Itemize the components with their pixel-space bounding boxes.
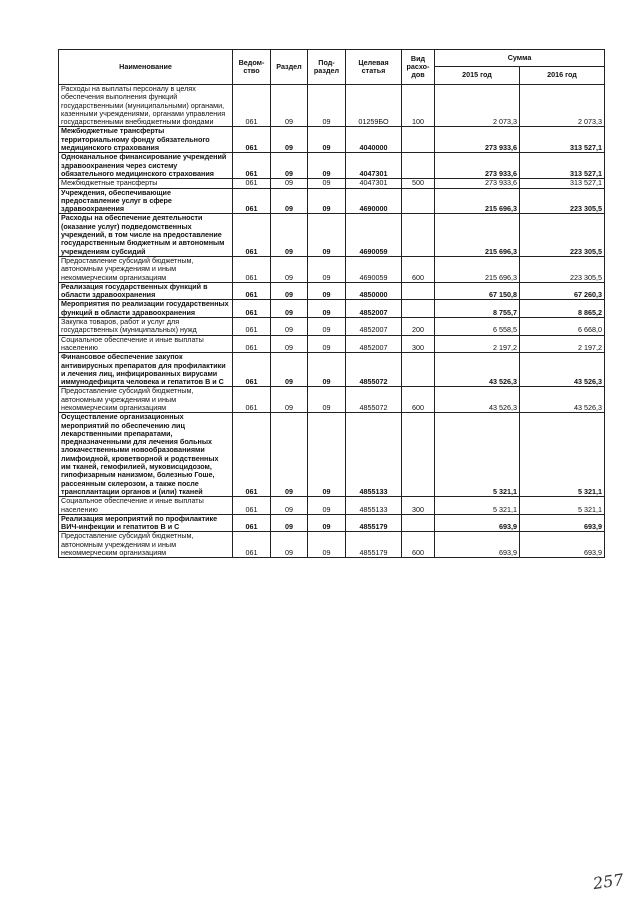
cell-ved: 061 (233, 214, 271, 256)
cell-cs: 4855133 (346, 413, 402, 497)
cell-vr (402, 514, 435, 532)
cell-podr: 09 (308, 188, 346, 214)
cell-podr: 09 (308, 497, 346, 515)
cell-podr: 09 (308, 300, 346, 318)
cell-ved: 061 (233, 282, 271, 300)
cell-s2015: 8 755,7 (435, 300, 520, 318)
cell-s2015: 43 526,3 (435, 387, 520, 413)
cell-cs: 4855072 (346, 353, 402, 387)
cell-s2015: 6 558,5 (435, 318, 520, 336)
table-row (59, 179, 605, 188)
cell-vr (402, 214, 435, 256)
cell-s2015: 2 197,2 (435, 335, 520, 353)
cell-ved: 061 (233, 387, 271, 413)
cell-podr: 09 (308, 153, 346, 179)
cell-razd: 09 (271, 127, 308, 153)
cell-vr: 100 (402, 85, 435, 127)
cell-podr: 09 (308, 532, 346, 558)
cell-podr: 09 (308, 514, 346, 532)
cell-podr: 09 (308, 413, 346, 497)
cell-cs: 4690000 (346, 188, 402, 214)
cell-podr: 09 (308, 282, 346, 300)
cell-cs: 4852007 (346, 335, 402, 353)
cell-ved: 061 (233, 318, 271, 336)
cell-razd: 09 (271, 85, 308, 127)
cell-ved: 061 (233, 188, 271, 214)
cell-s2015: 273 933,6 (435, 153, 520, 179)
table-row (59, 127, 605, 153)
cell-name: Учреждения, обеспечивающие предоставление услуг в сфере здравоохранения (59, 188, 233, 214)
table-row (59, 214, 605, 256)
table-row (59, 318, 605, 336)
cell-vr: 600 (402, 532, 435, 558)
cell-name: Реализация государственных функций в области здравоохранения (59, 282, 233, 300)
cell-s2016: 6 668,0 (520, 318, 605, 336)
cell-s2016: 5 321,1 (520, 497, 605, 515)
cell-name: Расходы на обеспечение деятельности (оказание услуг) подведомственных учреждений, в том числе на предоставление государственным бюджетным и автономным учреждениям субсидий (59, 214, 233, 256)
table-row (59, 335, 605, 353)
cell-s2016: 313 527,1 (520, 179, 605, 188)
budget-sheet (58, 49, 605, 558)
table-row (59, 256, 605, 282)
cell-s2015: 43 526,3 (435, 353, 520, 387)
cell-razd: 09 (271, 214, 308, 256)
cell-vr (402, 413, 435, 497)
page-number: 257 (591, 869, 625, 894)
cell-ved: 061 (233, 532, 271, 558)
header-vid-raskhodov: Вид расхо-дов (402, 50, 435, 85)
cell-s2015: 5 321,1 (435, 497, 520, 515)
cell-podr: 09 (308, 127, 346, 153)
cell-s2016: 223 305,5 (520, 188, 605, 214)
cell-s2015: 67 150,8 (435, 282, 520, 300)
cell-razd: 09 (271, 188, 308, 214)
cell-razd: 09 (271, 387, 308, 413)
cell-vr (402, 353, 435, 387)
cell-name: Предоставление субсидий бюджетным, автономным учреждениям и иным некоммерческим организациям (59, 387, 233, 413)
cell-s2016: 43 526,3 (520, 387, 605, 413)
cell-name: Реализация мероприятий по профилактике ВИЧ-инфекции и гепатитов В и С (59, 514, 233, 532)
cell-cs: 4690059 (346, 256, 402, 282)
cell-ved: 061 (233, 153, 271, 179)
cell-ved: 061 (233, 85, 271, 127)
cell-razd: 09 (271, 335, 308, 353)
cell-podr: 09 (308, 179, 346, 188)
table-row (59, 532, 605, 558)
cell-s2016: 67 260,3 (520, 282, 605, 300)
cell-ved: 061 (233, 179, 271, 188)
cell-razd: 09 (271, 532, 308, 558)
cell-razd: 09 (271, 318, 308, 336)
cell-cs: 4852007 (346, 300, 402, 318)
header-2015: 2015 год (435, 67, 520, 85)
cell-s2015: 273 933,6 (435, 127, 520, 153)
table-row (59, 153, 605, 179)
cell-ved: 061 (233, 497, 271, 515)
cell-name: Мероприятия по реализации государственных функций в области здравоохранения (59, 300, 233, 318)
cell-razd: 09 (271, 256, 308, 282)
cell-name: Предоставление субсидий бюджетным, автономным учреждениям и иным некоммерческим организациям (59, 532, 233, 558)
cell-podr: 09 (308, 256, 346, 282)
cell-cs: 01259БО (346, 85, 402, 127)
cell-name: Предоставление субсидий бюджетным, автономным учреждениям и иным некоммерческим организациям (59, 256, 233, 282)
cell-cs: 4850000 (346, 282, 402, 300)
cell-razd: 09 (271, 353, 308, 387)
table-row (59, 413, 605, 497)
cell-vr: 600 (402, 387, 435, 413)
cell-s2015: 215 696,3 (435, 256, 520, 282)
cell-cs: 4855179 (346, 532, 402, 558)
cell-ved: 061 (233, 514, 271, 532)
cell-name: Одноканальное финансирование учреждений здравоохранения через систему обязательного медицинского страхования (59, 153, 233, 179)
cell-ved: 061 (233, 127, 271, 153)
cell-s2015: 215 696,3 (435, 214, 520, 256)
cell-name: Финансовое обеспечение закупок антивирусных препаратов для профилактики и лечения лиц, инфицированных вирусами иммунодефицита человека и гепатитов В и С (59, 353, 233, 387)
cell-razd: 09 (271, 153, 308, 179)
cell-name: Межбюджетные трансферты территориальному фонду обязательного медицинского страхования (59, 127, 233, 153)
table-row (59, 300, 605, 318)
cell-razd: 09 (271, 282, 308, 300)
table-row (59, 282, 605, 300)
cell-s2015: 2 073,3 (435, 85, 520, 127)
cell-cs: 4040000 (346, 127, 402, 153)
table-row (59, 85, 605, 127)
cell-vr: 300 (402, 497, 435, 515)
cell-vr: 200 (402, 318, 435, 336)
cell-name: Межбюджетные трансферты (59, 179, 233, 188)
cell-podr: 09 (308, 387, 346, 413)
cell-s2016: 223 305,5 (520, 214, 605, 256)
cell-cs: 4690059 (346, 214, 402, 256)
cell-s2016: 313 527,1 (520, 127, 605, 153)
cell-vr (402, 127, 435, 153)
header-2016: 2016 год (520, 67, 605, 85)
cell-vr (402, 300, 435, 318)
header-name: Наименование (59, 50, 233, 85)
cell-s2016: 2 073,3 (520, 85, 605, 127)
cell-vr (402, 282, 435, 300)
cell-s2016: 693,9 (520, 514, 605, 532)
cell-name: Социальное обеспечение и иные выплаты населению (59, 497, 233, 515)
cell-s2016: 5 321,1 (520, 413, 605, 497)
cell-vr (402, 153, 435, 179)
header-razdel: Раздел (271, 50, 308, 85)
cell-s2015: 693,9 (435, 532, 520, 558)
cell-razd: 09 (271, 497, 308, 515)
cell-name: Социальное обеспечение и иные выплаты населению (59, 335, 233, 353)
cell-podr: 09 (308, 318, 346, 336)
cell-razd: 09 (271, 179, 308, 188)
cell-s2016: 693,9 (520, 532, 605, 558)
cell-ved: 061 (233, 353, 271, 387)
cell-ved: 061 (233, 413, 271, 497)
cell-razd: 09 (271, 300, 308, 318)
cell-vr: 300 (402, 335, 435, 353)
header-vedomstvo: Ведом-ство (233, 50, 271, 85)
cell-cs: 4047301 (346, 153, 402, 179)
cell-s2016: 8 865,2 (520, 300, 605, 318)
header-celevaya-statya: Целевая статья (346, 50, 402, 85)
cell-vr (402, 188, 435, 214)
table-row (59, 188, 605, 214)
table-row (59, 497, 605, 515)
cell-cs: 4855133 (346, 497, 402, 515)
cell-cs: 4855179 (346, 514, 402, 532)
cell-podr: 09 (308, 335, 346, 353)
table-row (59, 387, 605, 413)
cell-ved: 061 (233, 335, 271, 353)
header-podrazdel: Под-раздел (308, 50, 346, 85)
cell-s2015: 5 321,1 (435, 413, 520, 497)
cell-razd: 09 (271, 413, 308, 497)
cell-cs: 4047301 (346, 179, 402, 188)
budget-table (58, 49, 605, 558)
header-summa: Сумма (435, 50, 605, 67)
cell-podr: 09 (308, 85, 346, 127)
cell-cs: 4855072 (346, 387, 402, 413)
table-row (59, 514, 605, 532)
cell-ved: 061 (233, 256, 271, 282)
cell-podr: 09 (308, 353, 346, 387)
cell-name: Закупка товаров, работ и услуг для государственных (муниципальных) нужд (59, 318, 233, 336)
cell-s2015: 273 933,6 (435, 179, 520, 188)
cell-vr: 500 (402, 179, 435, 188)
cell-vr: 600 (402, 256, 435, 282)
cell-podr: 09 (308, 214, 346, 256)
cell-s2016: 43 526,3 (520, 353, 605, 387)
cell-ved: 061 (233, 300, 271, 318)
table-row (59, 353, 605, 387)
cell-s2015: 693,9 (435, 514, 520, 532)
cell-name: Расходы на выплаты персоналу в целях обеспечения выполнения функций государственными (муниципальными) органами, казенными учреждениями, органами управления государственными внебюджетными фондами (59, 85, 233, 127)
cell-s2015: 215 696,3 (435, 188, 520, 214)
cell-cs: 4852007 (346, 318, 402, 336)
cell-razd: 09 (271, 514, 308, 532)
cell-s2016: 223 305,5 (520, 256, 605, 282)
cell-s2016: 2 197,2 (520, 335, 605, 353)
cell-s2016: 313 527,1 (520, 153, 605, 179)
cell-name: Осуществление организационных мероприятий по обеспечению лиц лекарственными препаратами, предназначенными для лечения больных злокачественными новообразованиями лимфоидной, кроветворной и родственных им тканей, гемофилией, муковисцидозом, гипофизарным нанизмом, болезнью Гоше, рассеянным склерозом, а также после трансплантации органов и (или) тканей (59, 413, 233, 497)
